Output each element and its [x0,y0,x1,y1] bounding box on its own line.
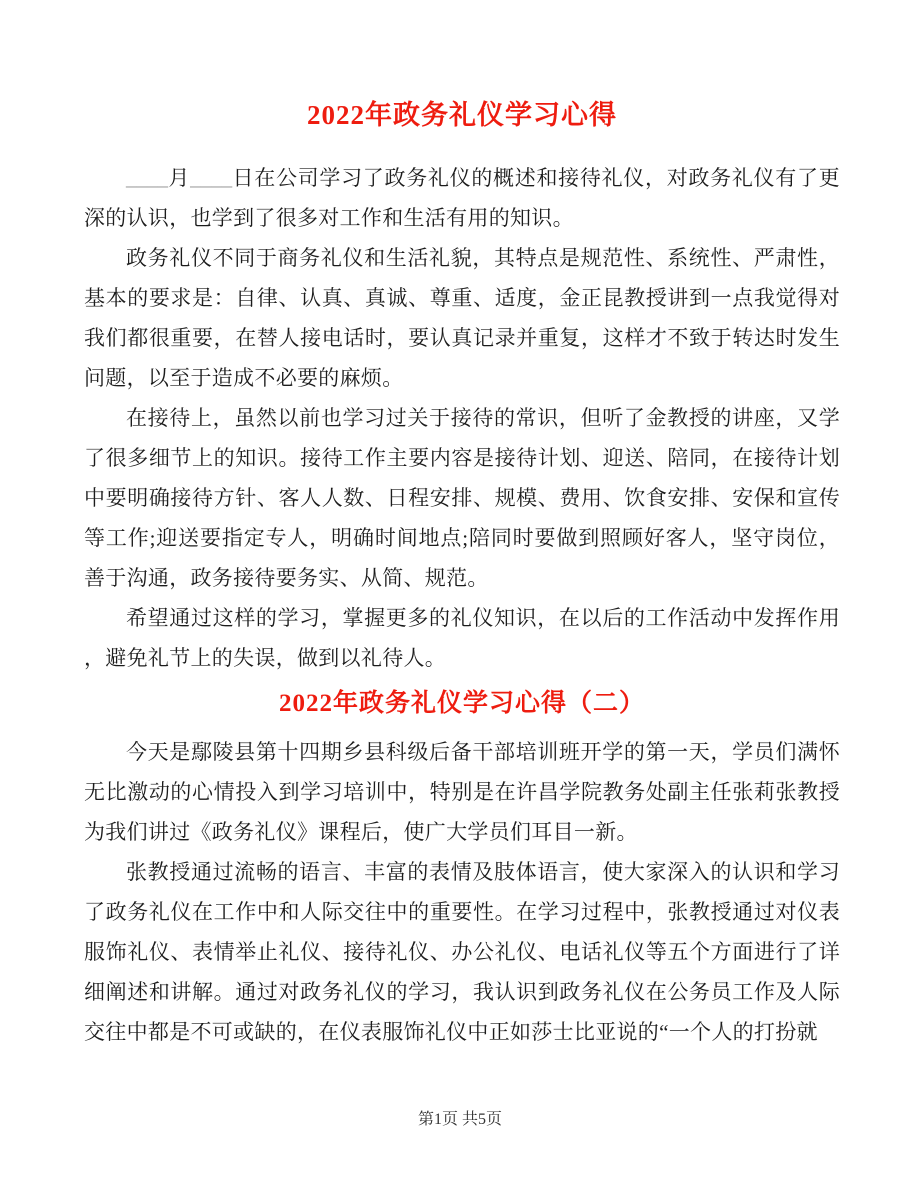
fill-in-blank-month: ____ [126,166,168,190]
document-title: 2022年政务礼仪学习心得 [307,100,617,130]
fill-in-blank-day: ____ [190,166,233,190]
paragraph-1-text: 日在公司学习了政务礼仪的概述和接待礼仪，对政务礼仪有了更深的认识，也学到了很多对工作和生活有用的知识。 [84,166,840,230]
paragraph-1-text-month: 月 [168,166,191,190]
paragraph-3: 在接待上，虽然以前也学习过关于接待的常识，但听了金教授的讲座，又学了很多细节上的知识。接待工作主要内容是接待计划、迎送、陪同，在接待计划中要明确接待方针、客人人数、日程安排、规模、费用、饮食安排、安保和宣传等工作;迎送要指定专人，明确时间地点;陪同时要做到照顾好客人，坚守岗位，善于沟通，政务接待要务实、从简、规范。 [84,406,840,590]
paragraph-2: 政务礼仪不同于商务礼仪和生活礼貌，其特点是规范性、系统性、严肃性，基本的要求是：自律、认真、真诚、尊重、适度，金正昆教授讲到一点我觉得对我们都很重要，在替人接电话时，要认真记录并重复，这样才不致于转达时发生问题，以至于造成不必要的麻烦。 [84,246,840,390]
page-number-footer: 第1页 共5页 [417,1111,502,1128]
paragraph-4: 希望通过这样的学习，掌握更多的礼仪知识，在以后的工作活动中发挥作用，避免礼节上的失误，做到以礼待人。 [84,606,840,670]
paragraph-1 [84,158,840,238]
paragraph-6: 张教授通过流畅的语言、丰富的表情及肢体语言，使大家深入的认识和学习了政务礼仪在工作中和人际交往中的重要性。在学习过程中，张教授通过对仪表服饰礼仪、表情举止礼仪、接待礼仪、办公礼仪、电话礼仪等五个方面进行了详细阐述和讲解。通过对政务礼仪的学习，我认识到政务礼仪在公务员工作及人际交往中都是不可或缺的，在仪表服饰礼仪中正如莎士比亚说的“一个人的打扮就 [84,860,840,1044]
document-subtitle-part2: 2022年政务礼仪学习心得（二） [278,690,645,717]
paragraph-5: 今天是鄢陵县第十四期乡县科级后备干部培训班开学的第一天，学员们满怀无比激动的心情投入到学习培训中，特别是在许昌学院教务处副主任张莉张教授为我们讲过《政务礼仪》课程后，使广大学员们耳目一新。 [84,740,840,844]
